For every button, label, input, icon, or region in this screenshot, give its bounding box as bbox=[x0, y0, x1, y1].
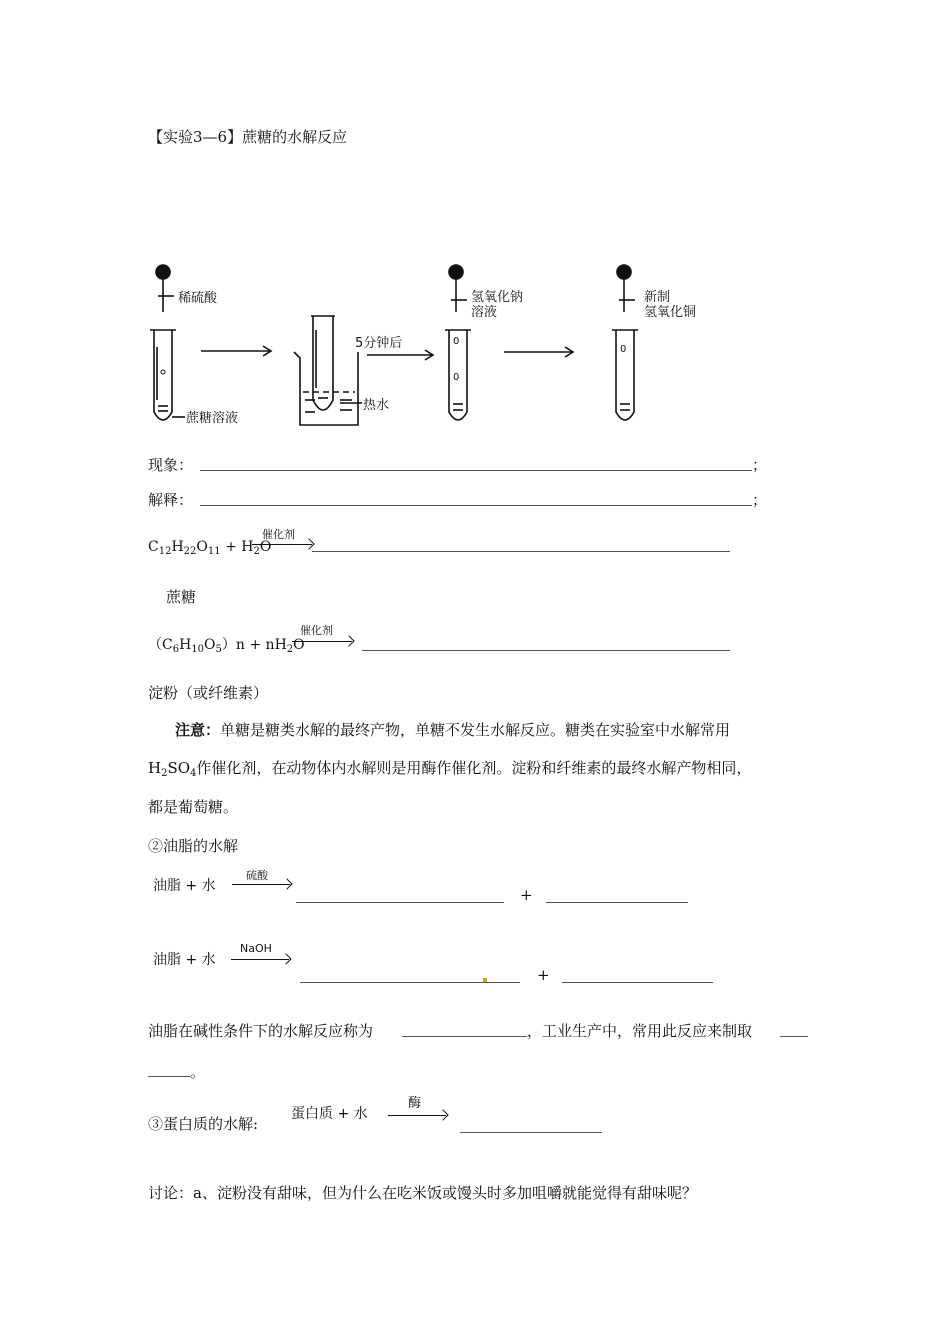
tube3-mark-a: 0 bbox=[453, 336, 460, 347]
label-five-minutes: 5分钟后 bbox=[355, 336, 403, 351]
fat-acid-product-blank-2[interactable] bbox=[546, 902, 688, 903]
protein-product-blank[interactable] bbox=[460, 1132, 602, 1133]
label-dilute-sulfuric-acid: 稀硫酸 bbox=[178, 291, 218, 306]
label-cuoh-line2: 氢氧化铜 bbox=[644, 305, 697, 320]
label-cuoh-line1: 新制 bbox=[644, 290, 671, 305]
explanation-semicolon: ； bbox=[752, 491, 768, 509]
fat-base-arrow bbox=[231, 959, 289, 960]
sucrose-product-blank[interactable] bbox=[312, 551, 730, 552]
product-blank-part-1[interactable] bbox=[780, 1036, 808, 1037]
h2so4-formula: $H_2SO_4$ bbox=[148, 759, 197, 779]
phenomenon-blank[interactable] bbox=[200, 470, 752, 471]
plus-sign-1: + bbox=[520, 886, 533, 904]
catalyst-label-2: 催化剂 bbox=[300, 624, 333, 637]
sucrose-name: 蔗糖 bbox=[166, 588, 197, 606]
reaction-arrow-2 bbox=[292, 641, 352, 642]
equation-sucrose-formula: $C_{12}H_{22}O_{11} + H_2O$ bbox=[148, 539, 272, 557]
label-sucrose-solution: 蔗糖溶液 bbox=[186, 411, 239, 426]
fat-acid-product-blank-1[interactable] bbox=[296, 902, 504, 903]
protein-hydrolysis-heading: ③蛋白质的水解: bbox=[148, 1115, 259, 1133]
explanation-blank[interactable] bbox=[200, 505, 752, 506]
product-blank-part-2[interactable] bbox=[148, 1076, 190, 1077]
note-text-1: 单糖是糖类水解的最终产物，单糖不发生水解反应。糖类在实验室中水解常用 bbox=[220, 721, 731, 739]
saponification-text-1: 油脂在碱性条件下的水解反应称为 bbox=[148, 1022, 374, 1040]
beaker bbox=[294, 352, 358, 425]
note-label: 注意： bbox=[175, 721, 221, 739]
label-hot-water: 热水 bbox=[363, 398, 390, 413]
enzyme-condition-label: 酶 bbox=[408, 1096, 422, 1111]
dropper-bulb-2 bbox=[449, 265, 463, 279]
catalyst-label-1: 催化剂 bbox=[262, 528, 295, 541]
dropper-bulb-3 bbox=[617, 265, 631, 279]
protein-reactants: 蛋白质 + 水 bbox=[291, 1106, 368, 1122]
test-tube-in-beaker bbox=[311, 316, 335, 410]
saponification-blank[interactable] bbox=[402, 1036, 527, 1037]
note-text-2: 作催化剂，在动物体内水解则是用酶作催化剂。淀粉和纤维素的最终水解产物相同， bbox=[196, 759, 752, 777]
acid-condition-label: 硫酸 bbox=[246, 869, 268, 882]
starch-product-blank[interactable] bbox=[362, 650, 730, 651]
fat-base-product-blank-2[interactable] bbox=[562, 982, 713, 983]
fat-reactants-acid: 油脂 + 水 bbox=[153, 878, 216, 894]
reaction-arrow-1 bbox=[252, 544, 312, 545]
note-line-2 bbox=[148, 758, 751, 778]
naoh-condition-label: NaOH bbox=[240, 942, 272, 955]
explanation-label: 解释： bbox=[148, 491, 194, 509]
equation-starch-formula: $(C_6H_{10}O_5)n + nH_2O$ bbox=[148, 637, 305, 655]
protein-arrow bbox=[388, 1115, 446, 1116]
label-naoh-line1: 氢氧化钠 bbox=[471, 290, 524, 305]
tube3-mark-b: 0 bbox=[453, 372, 460, 383]
note-line-3: 都是葡萄糖。 bbox=[148, 798, 239, 816]
phenomenon-label: 现象： bbox=[148, 456, 194, 474]
stray-dot bbox=[483, 978, 487, 982]
fat-reactants-base: 油脂 + 水 bbox=[153, 952, 216, 968]
phenomenon-semicolon: ； bbox=[752, 456, 768, 474]
dropper-bulb-1 bbox=[156, 265, 170, 279]
fat-hydrolysis-heading: ②油脂的水解 bbox=[148, 837, 239, 855]
starch-name: 淀粉（或纤维素） bbox=[148, 684, 269, 702]
fat-base-product-blank-1[interactable] bbox=[300, 982, 520, 983]
discussion-question: 讨论：a、淀粉没有甜味，但为什么在吃米饭或馒头时多加咀嚼就能觉得有甜味呢？ bbox=[148, 1184, 697, 1202]
plus-sign-2: + bbox=[537, 966, 550, 984]
page-title: 【实验3—6】蔗糖的水解反应 bbox=[148, 128, 348, 146]
label-naoh-line2: 溶液 bbox=[471, 305, 498, 320]
experiment-diagram bbox=[0, 0, 950, 440]
saponification-text-2: ，工业生产中，常用此反应来制取 bbox=[527, 1022, 753, 1040]
tube4-mark: 0 bbox=[620, 344, 627, 355]
fat-acid-arrow bbox=[232, 884, 290, 885]
saponification-end: 。 bbox=[190, 1063, 206, 1081]
note-line-1 bbox=[175, 720, 730, 740]
